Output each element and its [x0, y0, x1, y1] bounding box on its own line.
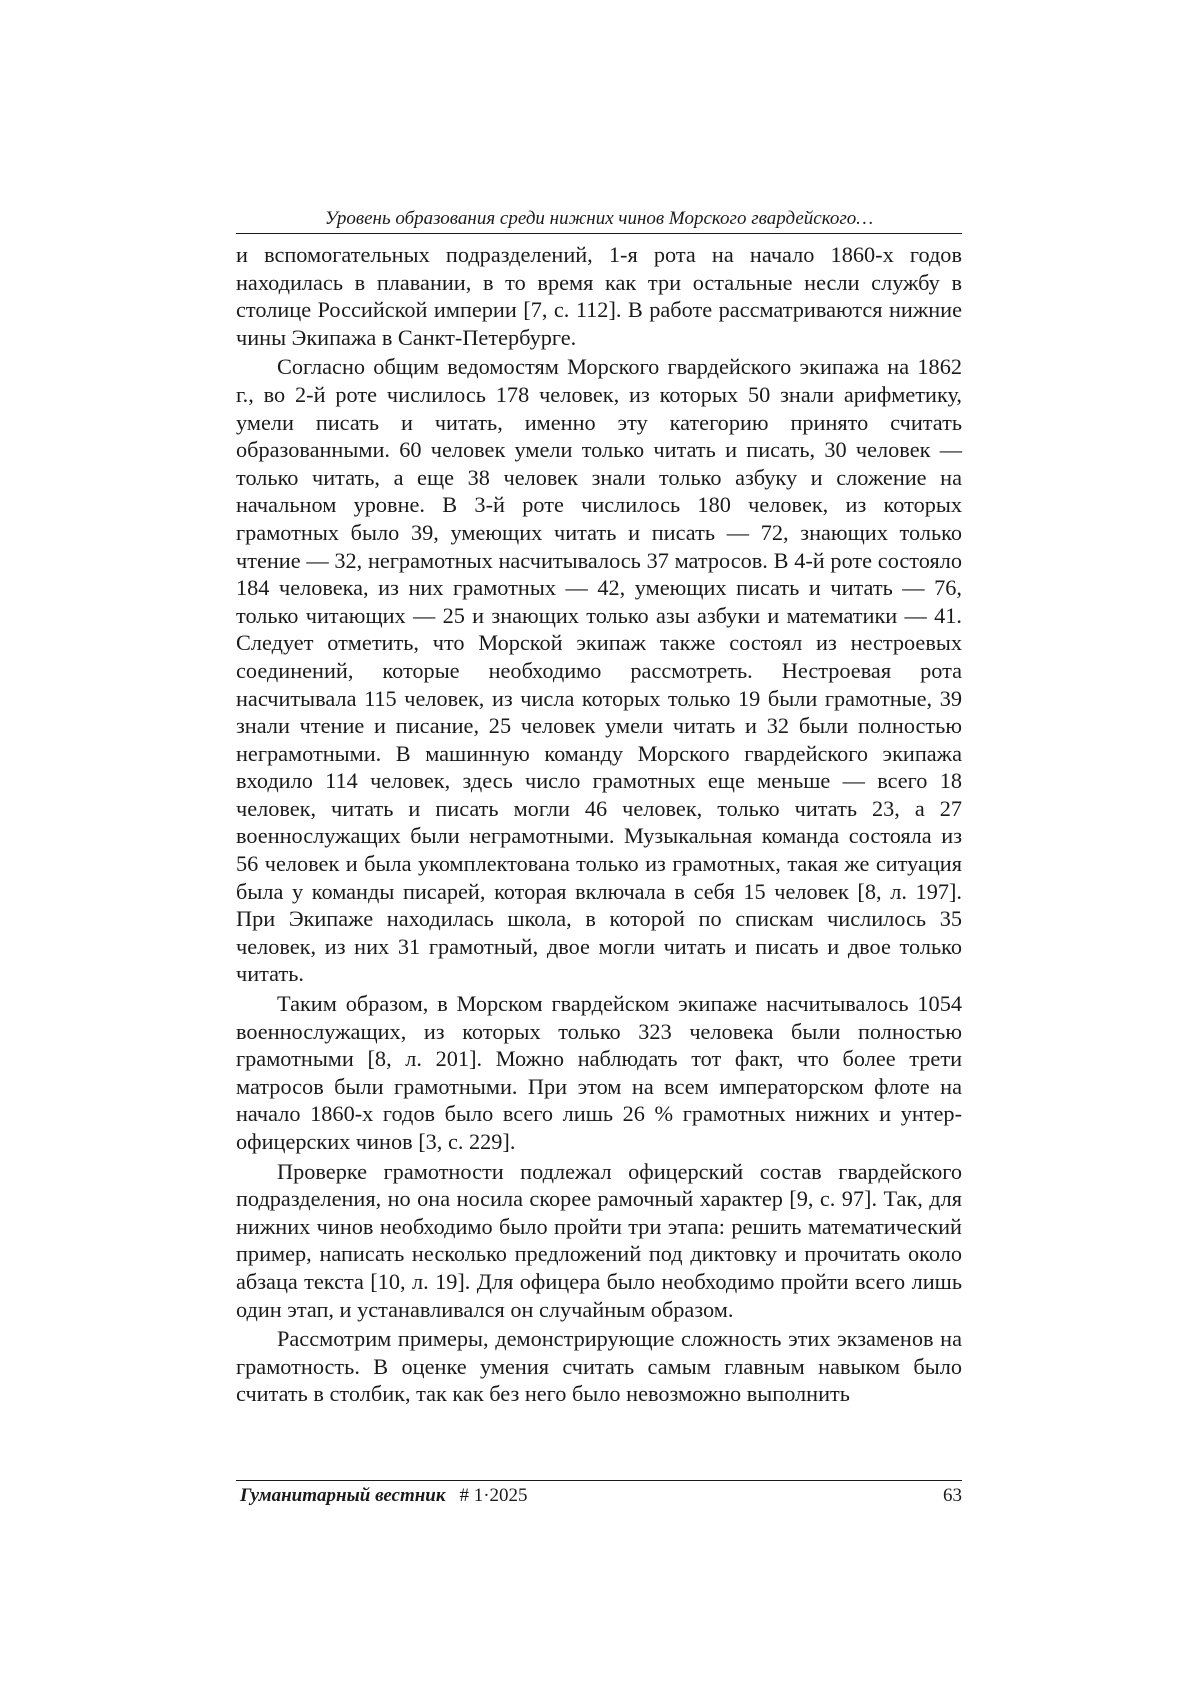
- paragraph: Проверке грамотности подлежал офицерский состав гвардейского подразделения, но она носила скорее рамочный характер [9, с. 97]. Так, для нижних чинов необходимо было пройти три этапа: решить математический пример, написать несколько предложений под диктовку и прочитать около абзаца текста [10, л. 19]. Для офицера было необходимо пройти всего лишь один этап, и устанавливался он случайным образом.: [236, 1158, 962, 1322]
- page-number: 63: [943, 1485, 962, 1506]
- article-body: [236, 241, 962, 1410]
- paragraph: Рассмотрим примеры, демонстрирующие сложность этих экзаменов на грамотность. В оценке умения считать самым главным навыком было считать в столбик, так как без него было невозможно выполнить: [236, 1326, 962, 1407]
- page-footer: [236, 1484, 962, 1508]
- journal-title: Гуманитарный вестник: [240, 1485, 446, 1506]
- footer-rule: [236, 1480, 962, 1481]
- paragraph-continued: и вспомогательных подразделений, 1-я рота на начало 1860-х годов находилась в плавании, в то время как три остальные несли службу в столице Российской империи [7, с. 112]. В работе рассматриваются нижние чины Экипажа в Санкт-Петербурге.: [236, 242, 962, 350]
- paragraph: Согласно общим ведомостям Морского гвардейского экипажа на 1862 г., во 2-й роте числилось 178 человек, из которых 50 знали арифметику, умели писать и читать, именно эту категорию принято считать образованными. 60 человек умели только читать и писать, 30 человек — только читать, а еще 38 человек знали только азбуку и сложение на начальном уровне. В 3-й роте числилось 180 человек, из которых грамотных было 39, умеющих читать и писать — 72, знающих только чтение — 32, неграмотных насчитывалось 37 матросов. В 4-й роте состояло 184 человека, из них грамотных — 42, умеющих писать и читать — 76, только читающих — 25 и знающих только азы азбуки и математики — 41. Следует отметить, что Морской экипаж также состоял из нестроевых соединений, которые необходимо рассмотреть. Нестроевая рота насчитывала 115 человек, из числа которых только 19 были грамотные, 39 знали чтение и писание, 25 человек умели читать и 32 были полностью неграмотными. В машинную команду Морского гвардейского экипажа входило 114 человек, здесь число грамотных еще меньше — всего 18 человек, читать и писать могли 46 человек, только читать 23, а 27 военнослужащих были неграмотными. Музыкальная команда состояла из 56 человек и была укомплектована только из грамотных, такая же ситуация была у команды писарей, которая включала в себя 15 человек [8, л. 197]. При Экипаже находилась школа, в которой по спискам числилось 35 человек, из них 31 грамотный, двое могли читать и писать и двое только читать.: [236, 354, 962, 987]
- running-title: Уровень образования среди нижних чинов Морского гвардейского…: [324, 208, 874, 229]
- issue-number: # 1·2025: [459, 1485, 528, 1506]
- paragraph: Таким образом, в Морском гвардейском экипаже насчитывалось 1054 военнослужащих, из которых только 323 человека были полностью грамотными [8, л. 201]. Можно наблюдать тот факт, что более трети матросов были грамотными. При этом на всем императорском флоте на начало 1860-х годов было всего лишь 26 % грамотных нижних и унтер-офицерских чинов [3, с. 229].: [236, 991, 962, 1154]
- header-rule: [236, 233, 962, 234]
